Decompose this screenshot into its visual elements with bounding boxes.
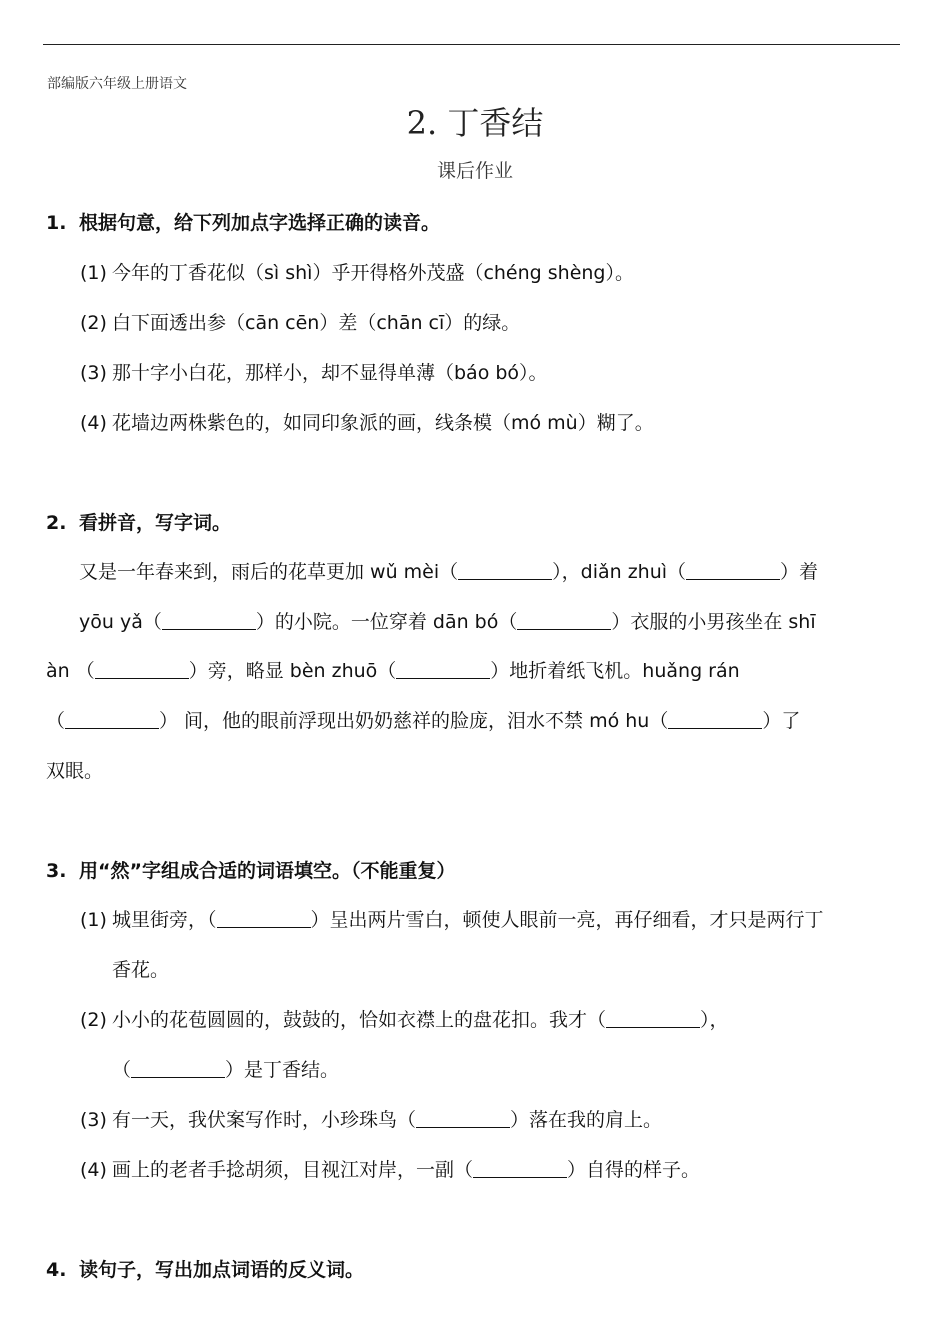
q2-line-3 bbox=[46, 656, 740, 683]
answer-blank[interactable] bbox=[416, 1109, 510, 1128]
line-text: ）着 bbox=[780, 561, 819, 583]
item-text: 今年的丁香花似（sì shì）乎开得格外茂盛（chéng shèng）。 bbox=[112, 262, 634, 284]
q3-item-3 bbox=[80, 1105, 662, 1132]
line-text: 又是一年春来到，雨后的花草更加 wǔ mèi（ bbox=[79, 561, 459, 583]
q3-item-2 bbox=[80, 1005, 729, 1032]
item-marker: (3) bbox=[80, 362, 107, 384]
item-marker: (4) bbox=[80, 1159, 107, 1181]
item-marker: (2) bbox=[80, 312, 107, 334]
item-marker: (3) bbox=[80, 1109, 107, 1131]
line-text: （ bbox=[46, 710, 66, 732]
answer-blank[interactable] bbox=[65, 710, 159, 729]
line-text: àn （ bbox=[46, 660, 95, 682]
question-3-heading bbox=[46, 856, 455, 883]
item-marker: (1) bbox=[80, 262, 107, 284]
answer-blank[interactable] bbox=[396, 660, 490, 679]
item-text: 那十字小白花，那样小，却不显得单薄（báo bó）。 bbox=[112, 362, 548, 384]
q3-item-4 bbox=[80, 1155, 700, 1182]
answer-blank[interactable] bbox=[131, 1059, 225, 1078]
line-text: 双眼。 bbox=[46, 760, 104, 782]
header-label: 部编版六年级上册语文 bbox=[47, 76, 187, 92]
item-marker: (4) bbox=[80, 412, 107, 434]
item-text: （ bbox=[112, 1059, 132, 1081]
line-text: yōu yǎ（ bbox=[79, 611, 162, 633]
question-number: 4. bbox=[46, 1259, 67, 1281]
document-subtitle: 课后作业 bbox=[436, 160, 513, 182]
answer-blank[interactable] bbox=[606, 1009, 700, 1028]
question-text: 看拼音，写字词。 bbox=[79, 512, 232, 534]
question-number: 1. bbox=[46, 212, 67, 234]
line-text: ）了 bbox=[762, 710, 801, 732]
line-text: ）旁，略显 bèn zhuō（ bbox=[188, 660, 397, 682]
item-text: 香花。 bbox=[112, 959, 170, 981]
item-text: ）是丁香结。 bbox=[225, 1059, 340, 1081]
document-title: 2. 丁香结 bbox=[406, 104, 544, 142]
q3-item-1 bbox=[80, 905, 824, 932]
answer-blank[interactable] bbox=[473, 1159, 567, 1178]
question-2-heading bbox=[46, 508, 231, 535]
header-rule bbox=[43, 44, 900, 45]
q1-item-1 bbox=[80, 258, 634, 285]
q3-item-1-continued bbox=[112, 955, 169, 982]
q2-line-4 bbox=[46, 706, 800, 733]
line-text: ） 间，他的眼前浮现出奶奶慈祥的脸庞，泪水不禁 mó hu（ bbox=[159, 710, 669, 732]
item-text: 小小的花苞圆圆的，鼓鼓的，恰如衣襟上的盘花扣。我才（ bbox=[112, 1009, 607, 1031]
question-text: 用“然”字组成合适的词语填空。（不能重复） bbox=[79, 860, 456, 882]
answer-blank[interactable] bbox=[458, 561, 552, 580]
q2-line-1 bbox=[79, 557, 818, 584]
q2-line-5 bbox=[46, 756, 103, 783]
answer-blank[interactable] bbox=[517, 611, 611, 630]
question-text: 读句子，写出加点词语的反义词。 bbox=[79, 1259, 365, 1281]
answer-blank[interactable] bbox=[686, 561, 780, 580]
line-text: ）的小院。一位穿着 dān bó（ bbox=[255, 611, 518, 633]
item-text: 城里街旁，（ bbox=[112, 909, 217, 931]
q2-line-2 bbox=[79, 607, 816, 634]
line-text: ）地折着纸飞机。huǎng rán bbox=[490, 660, 740, 682]
line-text: ）衣服的小男孩坐在 shī bbox=[611, 611, 816, 633]
question-number: 2. bbox=[46, 512, 67, 534]
item-text: 有一天，我伏案写作时，小珍珠鸟（ bbox=[112, 1109, 417, 1131]
item-text: ）自得的样子。 bbox=[567, 1159, 701, 1181]
question-number: 3. bbox=[46, 860, 67, 882]
item-marker: (1) bbox=[80, 909, 107, 931]
line-text: ），diǎn zhuì（ bbox=[552, 561, 687, 583]
item-text: 白下面透出参（cān cēn）差（chān cī）的绿。 bbox=[112, 312, 521, 334]
item-text: ）， bbox=[700, 1009, 729, 1031]
question-1-heading bbox=[46, 208, 440, 235]
q1-item-4 bbox=[80, 408, 654, 435]
q3-item-2-continued bbox=[112, 1055, 339, 1082]
answer-blank[interactable] bbox=[217, 909, 311, 928]
item-text: 画上的老者手捻胡须，目视江对岸，一副（ bbox=[112, 1159, 474, 1181]
item-text: ）落在我的肩上。 bbox=[510, 1109, 663, 1131]
answer-blank[interactable] bbox=[95, 660, 189, 679]
answer-blank[interactable] bbox=[162, 611, 256, 630]
question-text: 根据句意，给下列加点字选择正确的读音。 bbox=[79, 212, 441, 234]
answer-blank[interactable] bbox=[668, 710, 762, 729]
item-text: ）呈出两片雪白，顿使人眼前一亮，再仔细看，才只是两行丁 bbox=[310, 909, 824, 931]
question-4-heading bbox=[46, 1255, 364, 1282]
item-text: 花墙边两株紫色的，如同印象派的画，线条模（mó mù）糊了。 bbox=[112, 412, 654, 434]
q1-item-2 bbox=[80, 308, 520, 335]
q1-item-3 bbox=[80, 358, 548, 385]
item-marker: (2) bbox=[80, 1009, 107, 1031]
